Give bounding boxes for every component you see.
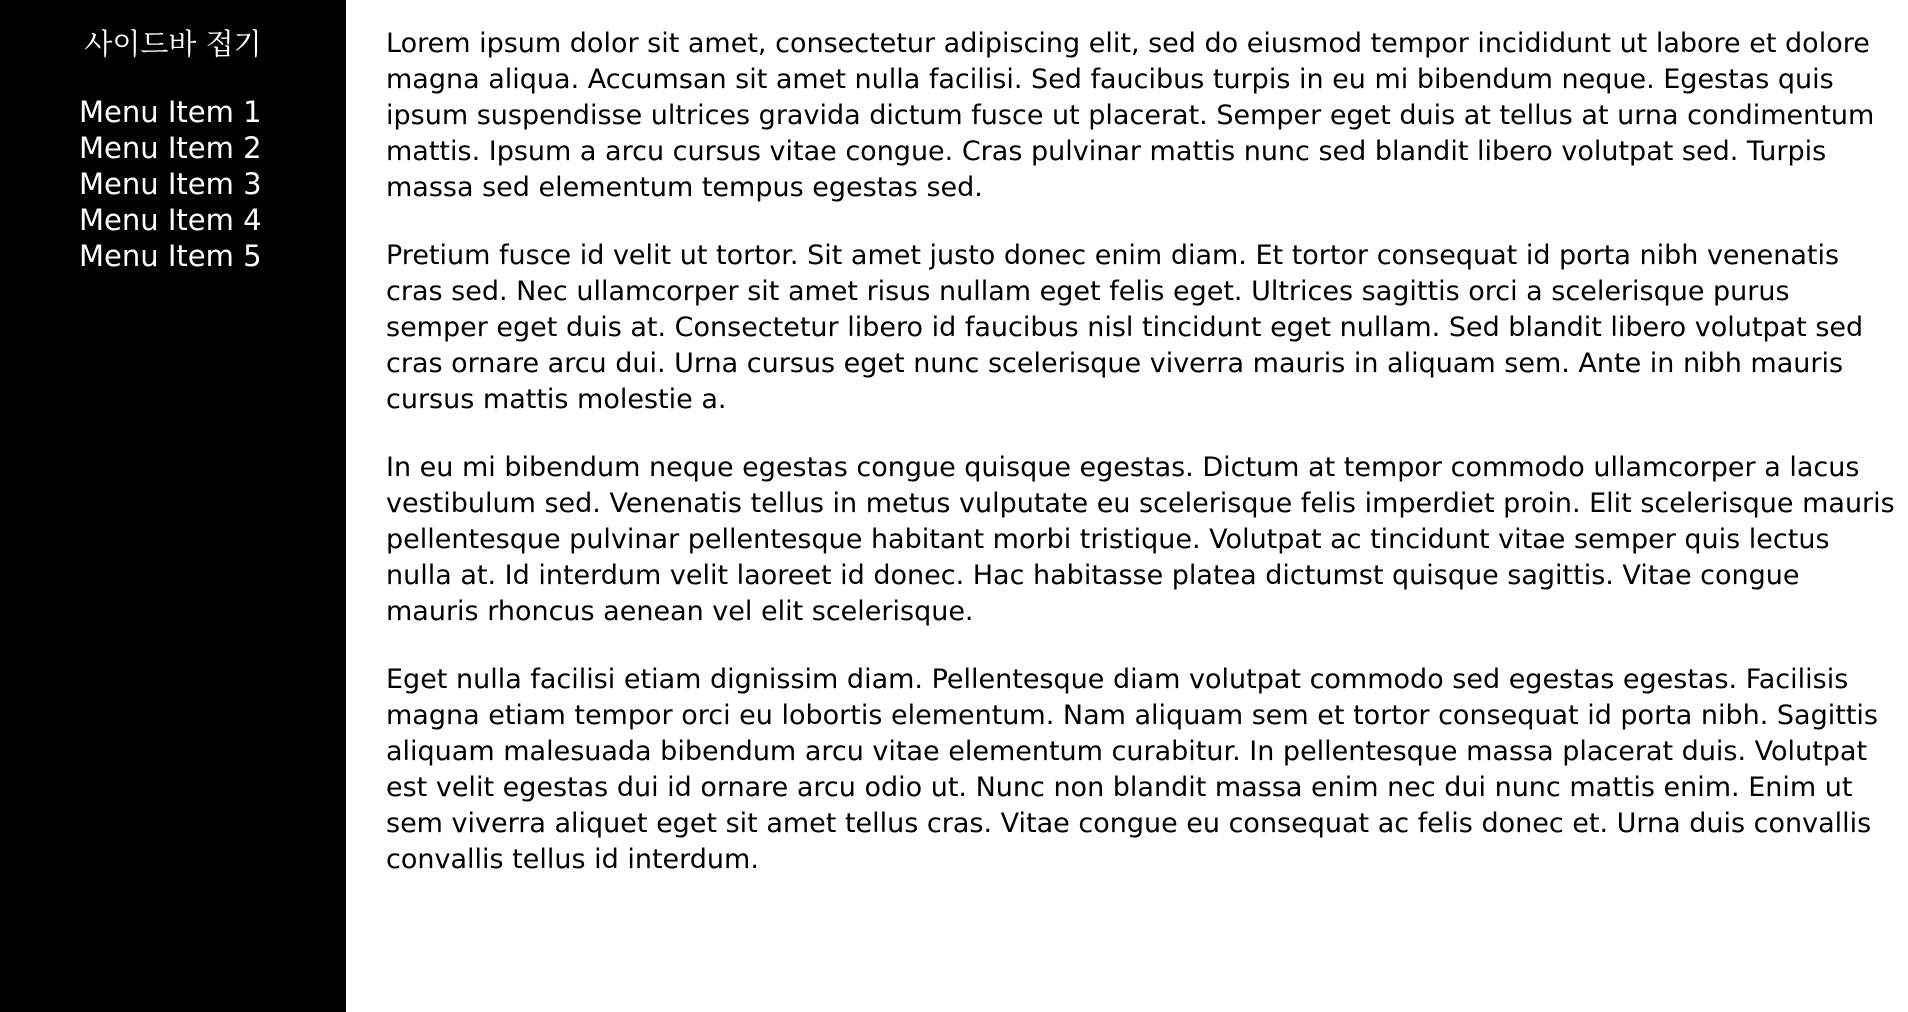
sidebar-item-2[interactable]: Menu Item 2 [79, 131, 262, 165]
main-content [346, 0, 1908, 1012]
collapse-sidebar-button[interactable]: 사이드바 접기 [84, 27, 262, 61]
paragraph-2: Pretium fusce id velit ut tortor. Sit amet justo donec enim diam. Et tortor consequat id porta nibh venenatis cras sed. Nec ullamcorper sit amet risus nullam eget felis eget. Ultrices sagittis orci a scelerisque purus semper eget duis at. Consectetur libero id faucibus nisl tincidunt eget nullam. Sed blandit libero volutpat sed cras ornare arcu dui. Urna cursus eget nunc scelerisque viverra mauris in aliquam sem. Ante in nibh mauris cursus mattis molestie a. [386, 240, 1864, 415]
sidebar-item-4[interactable]: Menu Item 4 [79, 203, 262, 237]
sidebar-item-5[interactable]: Menu Item 5 [79, 239, 262, 273]
paragraph-1: Lorem ipsum dolor sit amet, consectetur adipiscing elit, sed do eiusmod tempor incididunt ut labore et dolore magna aliqua. Accumsan sit amet nulla facilisi. Sed faucibus turpis in eu mi bibendum neque. Egestas quis ipsum suspendisse ultrices gravida dictum fusce ut placerat. Semper eget duis at tellus at urna condimentum mattis. Ipsum a arcu cursus vitae congue. Cras pulvinar mattis nunc sed blandit libero volutpat sed. Turpis massa sed elementum tempus egestas sed. [386, 28, 1875, 203]
paragraph-4: Eget nulla facilisi etiam dignissim diam. Pellentesque diam volutpat commodo sed egestas egestas. Facilisis magna etiam tempor orci eu lobortis elementum. Nam aliquam sem et tortor consequat id porta nibh. Sagittis aliquam malesuada bibendum arcu vitae elementum curabitur. In pellentesque massa placerat duis. Volutpat est velit egestas dui id ornare arcu odio ut. Nunc non blandit massa enim nec dui nunc mattis enim. Enim ut sem viverra aliquet eget sit amet tellus cras. Vitae congue eu consequat ac felis donec et. Urna duis convallis convallis tellus id interdum. [386, 664, 1878, 875]
sidebar-item-1[interactable]: Menu Item 1 [79, 95, 262, 129]
sidebar-item-3[interactable]: Menu Item 3 [79, 167, 262, 201]
sidebar-menu [0, 94, 346, 274]
paragraph-3: In eu mi bibendum neque egestas congue quisque egestas. Dictum at tempor commodo ullamcorper a lacus vestibulum sed. Venenatis tellus in metus vulputate eu scelerisque felis imperdiet proin. Elit scelerisque mauris pellentesque pulvinar pellentesque habitant morbi tristique. Volutpat ac tincidunt vitae semper quis lectus nulla at. Id interdum velit laoreet id donec. Hac habitasse platea dictumst quisque sagittis. Vitae congue mauris rhoncus aenean vel elit scelerisque. [386, 452, 1895, 627]
sidebar [0, 0, 346, 1012]
